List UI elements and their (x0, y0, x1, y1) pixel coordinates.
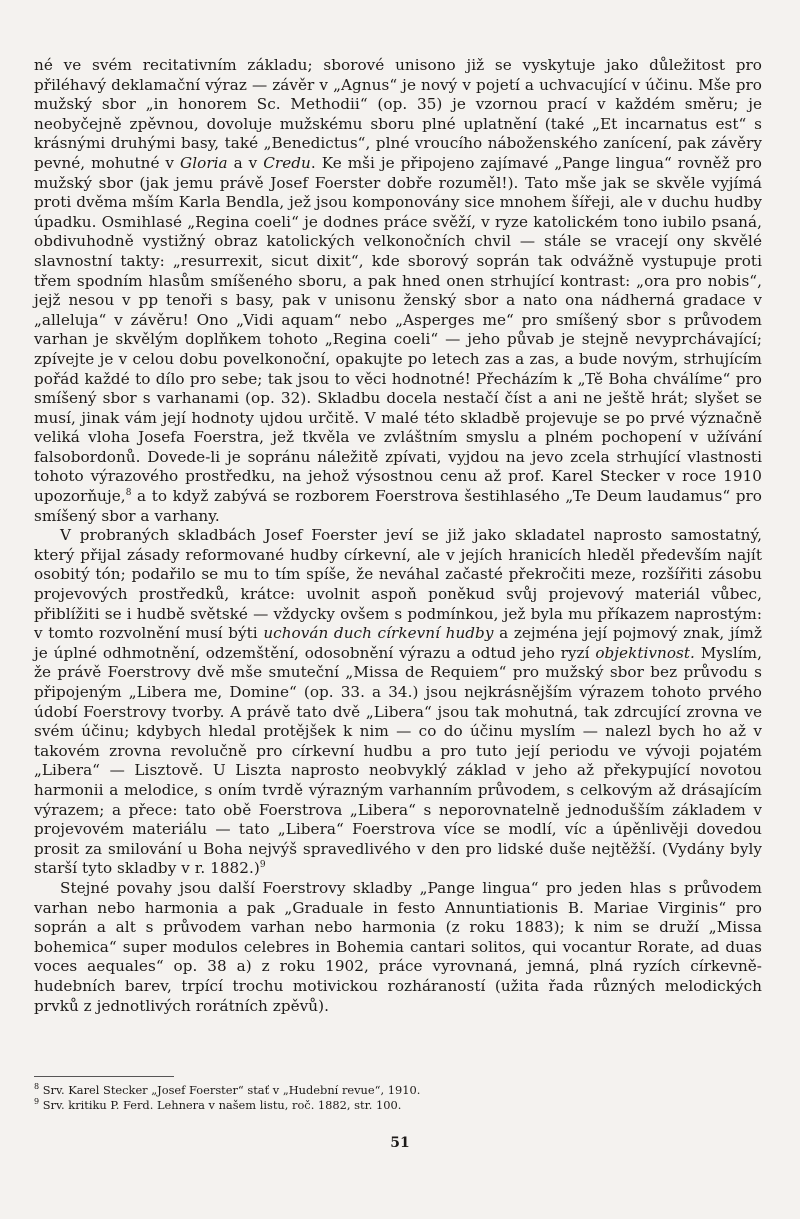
footnote-8 (34, 1082, 421, 1098)
footnote-ref-9: 9 (259, 860, 266, 871)
text-run: a v (227, 153, 264, 172)
paragraph-3 (34, 879, 762, 1016)
text-run: Myslím, že právě Foerstrovy dvě mše smuteční „Missa de Requiem“ pro mužský sbor bez průvodu s připojeným „Libera me, Domine“ (op. 33. a 34.) jsou nejkrásnějším výrazem tohoto prvého údobí Foerstrovy tvorby. A právě tato dvě „Libera“ jsou tak mohutná, tak zdrcující zrovna ve svém účinu; kdybych hledal protějšek k nim — co do účinu myslím — nalezl bych ho až v takovém zrovna revolučně pro církevní hudbu a pro tuto její periodu ve vývoji pojatém „Libera“ — Lisztově. U Liszta naprosto neobvyklý základ v jeho až překypující novotou harmonii a melodice, s oním tvrdě výrazným varhanním průvodem, s celkovým až drásajícím výrazem; a přece: tato obě Foerstrova „Libera“ s neporovnatelně jednodušším základem v projevovém materiálu — tato „Libera“ Foerstrova více se modlí, víc a úpěnlivěji dovedou prosit za smilování u Boha nejvýš spravedlivého v den pro lidské duše nejtěžší. (Vydány byly starší tyto skladby v r. 1882.) (34, 643, 762, 878)
footnote-number: 9 (34, 1097, 40, 1107)
footnotes (34, 1076, 421, 1113)
footnote-number: 8 (34, 1082, 40, 1092)
text-run: . Ke mši je připojeno zajímavé „Pange lingua“ rovněž pro mužský sbor (jak jemu právě Josef Foerster dobře rozuměl!). Tato mše jak se skvěle vyjímá proti dvěma mším Karla Bendla, jež jsou komponovány sice mnohem šířeji, ale v duchu hudby úpadku. Osmihlasé „Regina coeli“ je dodnes práce svěží, v ryze katolickém tono iubilo psaná, obdivuhodně vystižný obraz katolických velkonočních chvil — stále se vracejí ony skvělé slavnostní takty: „resurrexit, sicut dixit“, kde sborový soprán tak odvážně vystupuje proti třem spodním hlasům smíšeného sboru, a pak hned onen strhující kontrast: „ora pro nobis“, jejž nesou v pp tenoři s basy, pak v unisonu ženský sbor a nato ona nádherná gradace v „alleluja“ v závěru! Ono „Vidi aquam“ nebo „Asperges me“ pro smíšený sbor s průvodem varhan je skvělým doplňkem tohoto „Regina coeli“ — jeho půvab je stejně nevyprchávající; zpívejte je v celou dobu povelkonoční, opakujte po letech zas a zas, a bude novým, strhujícím pořád každé to dílo pro sebe; tak jsou to věci hodnotné! Přecházím k „Tě Boha chválíme“ pro smíšený sbor s varhanami (op. 32). Skladbu docela nestačí číst a ani ne ještě hrát; slyšet se musí, jinak vám její hodnoty ujdou určitě. V malé této skladbě projevuje se po prvé význačně veliká vloha Josefa Foerstra, jež tkvěla ve zvláštním smyslu a plném pochopení v užívání falsobordonů. Dovede-li je sopránu náležitě zpívati, vyjdou na jevo zcela strhující vlastnosti tohoto výrazového prostředku, na jehož výsostnou cenu až prof. Karel Stecker v roce 1910 upozorňuje, (34, 153, 763, 506)
footnote-text: Srv. kritiku P. Ferd. Lehnera v našem listu, roč. 1882, str. 100. (42, 1098, 402, 1112)
paragraph-2 (34, 526, 762, 879)
text-run: né ve svém recitativním základu; sborové unisono již se vyskytuje jako důležitost pro přiléhavý deklamační výraz — závěr v „Agnus“ je nový v pojetí a uchvacující v účinu. Mše pro mužský sbor „in honorem Sc. Methodii“ (op. 35) je vzornou prací v každém směru; je neobyčejně zpěvnou, dovoluje mužskému sboru plné uplatnění (také „Et incarnatus est“ s krásnými druhými basy, také „Benedictus“, plné vroucího náboženského zanícení, pak závěry pevné, mohutné v (34, 56, 762, 172)
page-number: 51 (390, 1135, 410, 1151)
italic-credu: Credu (263, 153, 311, 172)
text-run: a to když zabývá se rozborem Foerstrova šestihlasého „Te Deum laudamus“ pro smíšený sbor a varhany. (34, 487, 762, 525)
footnote-text: Srv. Karel Stecker „Josef Foerster“ stať v „Hudební revue“, 1910. (42, 1083, 421, 1097)
text-run: a zejména její pojmový znak, jímž je úplné odhmotnění, odzemštění, odosobnění výrazu a odtud jeho ryzí (34, 624, 763, 662)
italic-emphasis: uchován duch církevní hudby (263, 624, 494, 643)
italic-gloria: Gloria (180, 153, 228, 172)
footnote-ref-8: 8 (125, 488, 132, 498)
footnote-9 (34, 1097, 402, 1113)
text-run: Stejné povahy jsou další Foerstrovy skladby „Pange lingua“ pro jeden hlas s průvodem varhan nebo harmonia a pak „Graduale in festo Annuntiationis B. Mariae Virginis“ pro soprán a alt s průvodem varhan nebo harmonia (z roku 1883); k nim se druží „Missa bohemica“ super modulos celebres in Bohemia cantari solitos, qui vocantur Rorate, ad duas voces aequales“ op. 38 a) z roku 1902, práce vyrovnaná, jemná, plná ryzích církevně-hudebních barev, trpící trochu motivickou rozháraností (užita řada různých melodických prvků z jednotlivých rorátních zpěvů). (34, 878, 762, 1015)
paragraph-1 (34, 56, 762, 526)
body-text (34, 56, 762, 1016)
italic-emphasis: objektivnost. (595, 643, 695, 662)
text-run: V probraných skladbách Josef Foerster jeví se již jako skladatel naprosto samostatný, který přijal zásady reformované hudby církevní, ale v jejích hranicích hleděl především najít osobitý tón; podařilo se mu to tím spíše, že neváhal začasté překročiti meze, rozšířiti zásobu projevových prostředků, krátce: uvolnit aspoň poněkud svůj projevový materiál vůbec, přiblížiti se i hudbě světské — vždycky ovšem s podmínkou, jež byla mu příkazem naprostým: v tomto rozvolnění musí býti (34, 526, 762, 643)
